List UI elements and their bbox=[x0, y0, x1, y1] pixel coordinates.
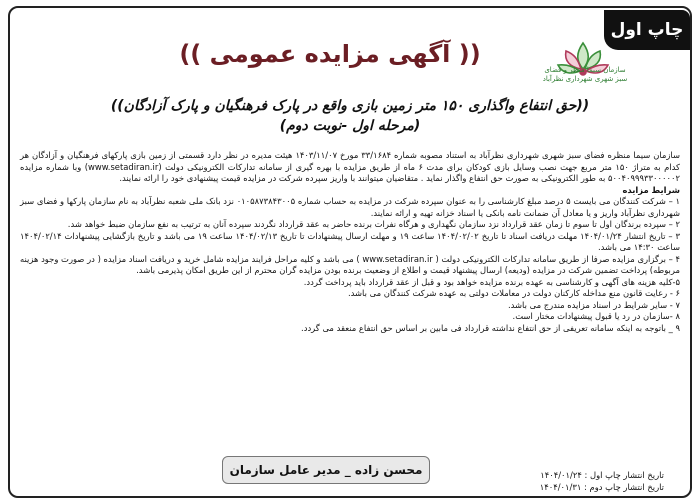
condition-item: ۴ – برگزاری مزایده صرفا از طریق سامانه تدارکات الکترونیکی دولت ( www.setadiran.ir ) می باشد و کلیه مراحل فرایند مزایده شامل خرید و دریافت اسناد مزایده ( در صورت وجود هزینه مربوطه) پرداخت تضمین شرکت در مزایده (ودیعه) ارسال پیشنهاد قیمت و اطلاع از وضعیت برنده بودن مزایده گران محترم از این طریق امکان پذیرمی باشد. bbox=[20, 253, 681, 275]
subtitle-line-1: ((حق انتفاع واگذاری ۱۵۰ متر زمین بازی واقع در پارک فرهنگیان و پارک آزادگان)) bbox=[110, 98, 590, 114]
first-publication-date: تاریخ انتشار چاپ اول : ۱۴۰۴/۰۱/۲۴ bbox=[540, 470, 664, 480]
condition-item: ۵-کلیه هزینه های آگهی و کارشناسی به عهده برنده مزایده خواهد بود و قبل از عقد قرارداد باید پرداخت گردد. bbox=[303, 276, 680, 287]
condition-item: ۲ – سپرده برندگان اول تا سوم تا زمان عقد قرارداد نزد سازمان نگهداری و هرگاه نفرات برنده حاضر به عقد قرارداد نگردند سپرده آنان به ترتیب به نفع سازمان ضبط خواهد شد. bbox=[67, 219, 680, 229]
signature-box: محسن زاده _ مدیر عامل سازمان bbox=[222, 456, 430, 484]
edition-badge: چاپ اول bbox=[604, 10, 690, 50]
organization-logo-icon bbox=[548, 26, 618, 102]
condition-item: ۳ – تاریخ انتشار ۱۴۰۴/۰۱/۲۴ مهلت دریافت اسناد تا تاریخ ۱۴۰۴/۰۲/۰۲ ساعت ۱۹ و مهلت ارسال پیشنهادات تا تاریخ ۱۴۰۴/۰۲/۱۳ ساعت ۱۹ می باشد و تاریخ بازگشایی پیشنهادات ۱۴۰۴/۰۲/۱۴ ساعت ۱۴:۳۰ می باشد. bbox=[20, 230, 680, 252]
logo-caption: سازمان سیما منظر و فضای سبز شهری شهرداری نظرآباد bbox=[542, 66, 628, 83]
publication-dates bbox=[540, 470, 664, 493]
condition-item: ۹ _ باتوجه به اینکه سامانه تعریفی از حق انتفاع نداشته قرارداد فی مابین بر اساس حق انتفاع منعقد می گردد. bbox=[301, 322, 680, 333]
announcement-body bbox=[20, 150, 680, 334]
page-title: (( آگهی مزایده عمومی )) bbox=[179, 40, 481, 68]
conditions-heading: شرایط مزایده bbox=[622, 184, 680, 195]
intro-paragraph: سازمان سیما منظره فضای سبز شهری شهرداری نظرآباد به استناد مصوبه شماره ۳۳/۱۶۸۴ مورخ ۱۴۰۳/۱۱/۰۷ هیئت مدیره در نظر دارد قسمتی از زمین بازی پارکهای فرهنگیان و آزادگان هر کدام به متراژ ۱۵۰ متر مربع جهت نصب وسایل بازی کودکان برای مدت ۶ ماه از طریق مزایده با بهره گیری از سامانه تدارکات الکترونیکی دولت (www.setadiran.ir) وبا شماره مزایده ۵۰۰۴۰۹۹۹۳۳۰۰۰۰۰۲ به طور الکترونیکی به صورت حق انتفاع واگذار نماید . متقاضیان میتوانند با واریز سپرده شرکت در مزایده قیمت پیشنهادی خود را ارائه نمایند. bbox=[20, 150, 681, 183]
second-publication-date: تاریخ انتشار چاپ دوم : ۱۴۰۴/۰۱/۳۱ bbox=[539, 481, 664, 492]
subtitle bbox=[70, 96, 630, 136]
condition-item: ۶ - رعایت قانون منع مداخله کارکنان دولت در معاملات دولتی به عهده شرکت کنندگان می باشد. bbox=[347, 288, 680, 298]
condition-item: ۷ - سایر شرایط در اسناد مزایده مندرج می باشد. bbox=[507, 299, 680, 310]
subtitle-line-2: (مرحله اول -نوبت دوم) bbox=[279, 118, 421, 134]
condition-item: ۸ -سازمان در رد یا قبول پیشنهادات مختار است. bbox=[512, 311, 680, 321]
condition-item: ۱ – شرکت کنندگان می بایست ۵ درصد مبلغ کارشناسی را به عنوان سپرده شرکت در مزایده به حساب شماره ۰۱۰۵۸۷۳۸۴۳۰۰۵ نزد بانک ملی شعبه نظرآباد به نام سازمان پارکها و فضای سبز شهرداری نظرآباد واریز و یا معادل آن ضمانت نامه بانکی یا اسناد خزانه تهیه و ارائه نمایند. bbox=[20, 196, 681, 218]
